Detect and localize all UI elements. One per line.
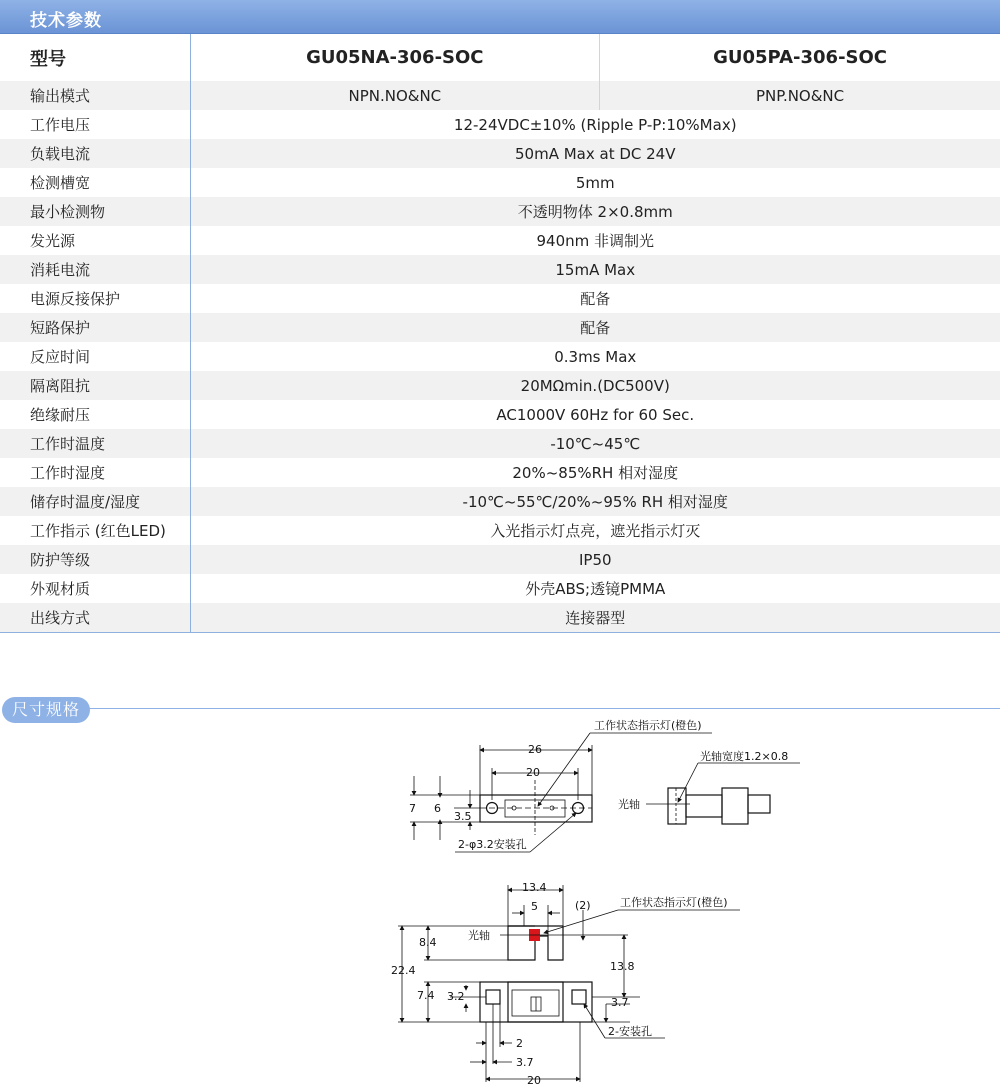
top-view-body	[480, 795, 592, 822]
side-view-left-block	[668, 788, 686, 824]
row-label: 消耗电流	[0, 255, 190, 284]
dim-20-top: 20	[526, 766, 540, 779]
top-hole-label: 2-φ3.2安装孔	[458, 838, 527, 851]
dim-26: 26	[528, 743, 542, 756]
dim-8-4: 8.4	[419, 936, 437, 949]
row-label: 储存时温度/湿度	[0, 487, 190, 516]
row-label: 检测槽宽	[0, 168, 190, 197]
row-value: 50mA Max at DC 24V	[190, 139, 1000, 168]
row-value: AC1000V 60Hz for 60 Sec.	[496, 405, 695, 424]
row-label: 工作电压	[0, 110, 190, 139]
row-label: 防护等级	[0, 545, 190, 574]
dim-3-5: 3.5	[454, 810, 472, 823]
row-label: 反应时间	[0, 342, 190, 371]
front-mount-hole-left-icon	[486, 990, 500, 1004]
front-view-drawing	[391, 881, 740, 1086]
dim-6: 6	[434, 802, 441, 815]
top-view-drawing	[409, 718, 712, 852]
row-label: 负载电流	[0, 139, 190, 168]
dim-3-7-right: 3.7	[611, 996, 629, 1009]
row-value: 外壳ABS;透镜PMMA	[525, 580, 666, 598]
dim-2p: (2)	[575, 899, 591, 912]
row-value: 20%~85%RH 相对湿度	[512, 464, 679, 482]
dim-13-4: 13.4	[522, 881, 547, 894]
row-value-b: PNP.NO&NC	[600, 81, 1000, 110]
row-value: IP50	[190, 545, 1000, 574]
header-model-b: GU05PA-306-SOC	[600, 34, 1000, 81]
spec-section-title: 技术参数	[30, 11, 102, 31]
front-axis-label: 光轴	[468, 929, 490, 942]
side-view-drawing	[618, 749, 800, 824]
row-value: 0.3ms Max	[554, 347, 637, 366]
side-axis-label: 光轴	[618, 798, 640, 811]
row-label: 绝缘耐压	[0, 400, 190, 429]
row-label: 输出模式	[0, 81, 190, 110]
row-value: 连接器型	[190, 603, 1000, 633]
row-label: 短路保护	[0, 313, 190, 342]
row-label: 外观材质	[0, 574, 190, 603]
row-label: 发光源	[0, 226, 190, 255]
top-indicator-label: 工作状态指示灯(橙色)	[594, 719, 702, 732]
row-value: -10℃~55℃/20%~95% RH 相对湿度	[190, 487, 1000, 516]
row-value: 20MΩmin.(DC500V)	[190, 371, 1000, 400]
row-value: -10℃~45℃	[190, 429, 1000, 458]
dim-13-8: 13.8	[610, 960, 635, 973]
front-indicator-label: 工作状态指示灯(橙色)	[620, 896, 728, 909]
row-label: 工作指示 (红色LED)	[0, 516, 190, 545]
row-label: 出线方式	[0, 603, 190, 633]
dim-5: 5	[531, 900, 538, 913]
dim-3-7-bottom: 3.7	[516, 1056, 534, 1069]
dim-7-4: 7.4	[417, 989, 435, 1002]
front-mount-hole-right-icon	[572, 990, 586, 1004]
dim-3-2: 3.2	[447, 990, 465, 1003]
row-value: 入光指示灯点亮，遮光指示灯灭	[490, 522, 701, 540]
dim-7: 7	[409, 802, 416, 815]
row-label: 工作时温度	[0, 429, 190, 458]
row-value: 15mA Max	[190, 255, 1000, 284]
row-label: 隔离阻抗	[0, 371, 190, 400]
row-value-a: NPN.NO&NC	[190, 81, 600, 110]
row-value: 12-24VDC±10% (Ripple P-P:10%Max)	[453, 115, 737, 134]
dimensions-section-title: 尺寸规格	[2, 697, 90, 723]
row-value: 5mm	[575, 173, 615, 192]
row-value: 配备	[580, 290, 611, 308]
header-label: 型号	[0, 34, 190, 81]
header-model-a: GU05NA-306-SOC	[190, 34, 600, 81]
row-label: 工作时湿度	[0, 458, 190, 487]
row-value: 配备	[190, 313, 1000, 342]
dim-2: 2	[516, 1037, 523, 1050]
dim-20-bottom: 20	[527, 1074, 541, 1086]
dim-22-4: 22.4	[391, 964, 416, 977]
row-value: 不透明物体 2×0.8mm	[190, 197, 1000, 226]
side-width-label: 光轴宽度1.2×0.8	[700, 750, 789, 763]
row-label: 电源反接保护	[0, 284, 190, 313]
front-hole-label: 2-安装孔	[608, 1025, 652, 1038]
row-value: 940nm 非调制光	[536, 232, 655, 250]
row-label: 最小检测物	[0, 197, 190, 226]
